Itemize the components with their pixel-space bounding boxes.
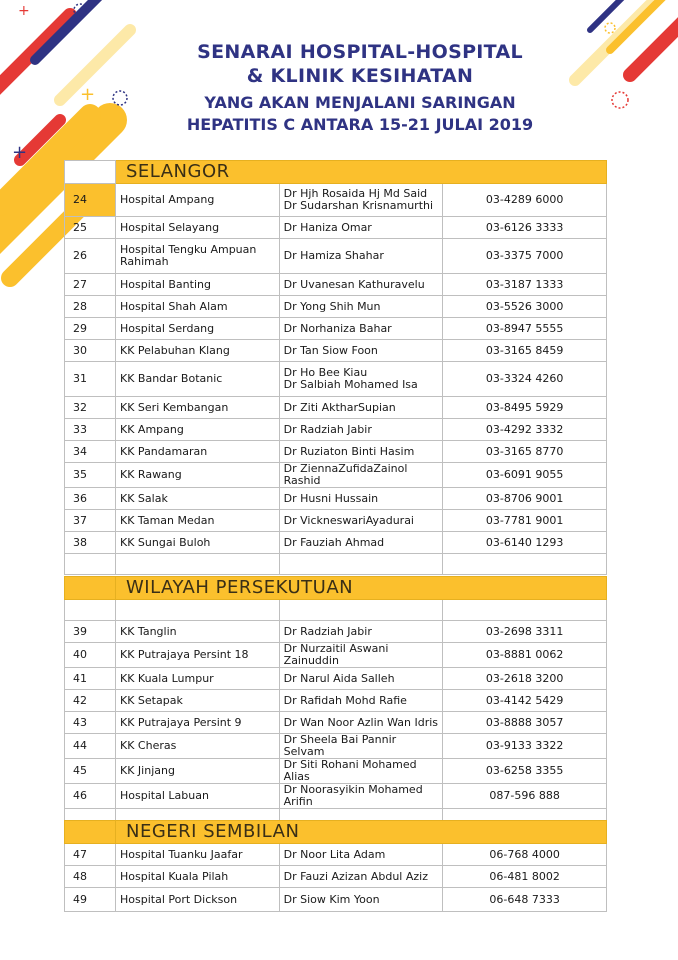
row-number: 29 bbox=[65, 318, 116, 340]
phone-number: 03-4142 5429 bbox=[443, 690, 607, 712]
section-header-wilayah-persekutuan bbox=[65, 577, 607, 600]
table-row bbox=[65, 463, 607, 488]
svg-text:+: + bbox=[12, 142, 28, 163]
row-number: 35 bbox=[65, 463, 116, 488]
phone-number: 03-3324 4260 bbox=[443, 362, 607, 397]
table-row bbox=[65, 362, 607, 397]
row-number: 33 bbox=[65, 419, 116, 441]
facility-name: Hospital Ampang bbox=[116, 184, 280, 217]
doctor-name: Dr ZiennaZufidaZainol Rashid bbox=[279, 463, 443, 488]
row-number: 27 bbox=[65, 274, 116, 296]
facility-name: Hospital Labuan bbox=[116, 784, 280, 809]
facility-name-line: Hospital Tengku Ampuan bbox=[120, 243, 257, 256]
doctor-name: Dr Ruziaton Binti Hasim bbox=[279, 441, 443, 463]
table-row bbox=[65, 888, 607, 912]
doctor-name: Dr Haniza Omar bbox=[279, 217, 443, 239]
title-line-1: SENARAI HOSPITAL-HOSPITAL bbox=[197, 41, 523, 63]
phone-number: 03-7781 9001 bbox=[443, 510, 607, 532]
doctor-names bbox=[279, 184, 443, 217]
facility-name: Hospital Kuala Pilah bbox=[116, 866, 280, 888]
table-row bbox=[65, 784, 607, 809]
row-number: 44 bbox=[65, 734, 116, 759]
phone-number: 06-768 4000 bbox=[443, 844, 607, 866]
phone-number: 03-4289 6000 bbox=[443, 184, 607, 217]
row-number: 24 bbox=[65, 184, 116, 217]
row-number: 26 bbox=[65, 239, 116, 274]
facility-name-line: Rahimah bbox=[120, 255, 169, 268]
row-number: 31 bbox=[65, 362, 116, 397]
phone-number: 03-6126 3333 bbox=[443, 217, 607, 239]
table-row bbox=[65, 668, 607, 690]
facility-name: KK Taman Medan bbox=[116, 510, 280, 532]
row-number: 47 bbox=[65, 844, 116, 866]
facility-name: KK Ampang bbox=[116, 419, 280, 441]
phone-number: 03-6091 9055 bbox=[443, 463, 607, 488]
phone-number: 03-8495 5929 bbox=[443, 397, 607, 419]
doctor-name: Dr Uvanesan Kathuravelu bbox=[279, 274, 443, 296]
facility-name: Hospital Tuanku Jaafar bbox=[116, 844, 280, 866]
facility-name: KK Pelabuhan Klang bbox=[116, 340, 280, 362]
doctor-name: Dr Rafidah Mohd Rafie bbox=[279, 690, 443, 712]
table-row bbox=[65, 510, 607, 532]
table-row bbox=[65, 184, 607, 217]
table-row bbox=[65, 239, 607, 274]
phone-number: 03-3165 8770 bbox=[443, 441, 607, 463]
facility-name: KK Jinjang bbox=[116, 759, 280, 784]
facility-name bbox=[116, 239, 280, 274]
doctor-name: Dr Narul Aida Salleh bbox=[279, 668, 443, 690]
row-number: 30 bbox=[65, 340, 116, 362]
row-number: 32 bbox=[65, 397, 116, 419]
row-number: 48 bbox=[65, 866, 116, 888]
phone-number: 03-3187 1333 bbox=[443, 274, 607, 296]
facility-name: KK Seri Kembangan bbox=[116, 397, 280, 419]
doctor-name: Dr Noor Lita Adam bbox=[279, 844, 443, 866]
row-number: 43 bbox=[65, 712, 116, 734]
facility-name: KK Rawang bbox=[116, 463, 280, 488]
facility-name: KK Kuala Lumpur bbox=[116, 668, 280, 690]
facility-name: KK Putrajaya Persint 18 bbox=[116, 643, 280, 668]
table-row bbox=[65, 866, 607, 888]
phone-number: 03-8947 5555 bbox=[443, 318, 607, 340]
facility-name: Hospital Shah Alam bbox=[116, 296, 280, 318]
phone-number: 03-8881 0062 bbox=[443, 643, 607, 668]
doctor-names bbox=[279, 362, 443, 397]
doctor-name: Dr Husni Hussain bbox=[279, 488, 443, 510]
row-number: 37 bbox=[65, 510, 116, 532]
facility-name: KK Sungai Buloh bbox=[116, 532, 280, 554]
phone-number: 03-8888 3057 bbox=[443, 712, 607, 734]
table-row bbox=[65, 340, 607, 362]
phone-number: 03-2698 3311 bbox=[443, 621, 607, 643]
row-number: 41 bbox=[65, 668, 116, 690]
phone-number: 087-596 888 bbox=[443, 784, 607, 809]
table-row bbox=[65, 296, 607, 318]
doctor-name: Dr Hjh Rosaida Hj Md Said bbox=[283, 187, 428, 200]
phone-number: 03-4292 3332 bbox=[443, 419, 607, 441]
title-line-3: YANG AKAN MENJALANI SARINGAN bbox=[204, 93, 516, 112]
phone-number: 03-3375 7000 bbox=[443, 239, 607, 274]
phone-number: 03-6258 3355 bbox=[443, 759, 607, 784]
doctor-name: Dr Sudarshan Krisnamurthi bbox=[283, 199, 434, 212]
svg-text:+: + bbox=[18, 3, 30, 19]
doctor-name: Dr Wan Noor Azlin Wan Idris bbox=[279, 712, 443, 734]
doctor-name: Dr Salbiah Mohamed Isa bbox=[283, 378, 418, 391]
svg-text:+: + bbox=[80, 84, 96, 105]
table-row bbox=[65, 712, 607, 734]
row-number: 46 bbox=[65, 784, 116, 809]
facility-name: Hospital Banting bbox=[116, 274, 280, 296]
facility-name: KK Putrajaya Persint 9 bbox=[116, 712, 280, 734]
phone-number: 03-5526 3000 bbox=[443, 296, 607, 318]
table-row bbox=[65, 419, 607, 441]
table-selangor bbox=[64, 160, 607, 575]
doctor-name: Dr Yong Shih Mun bbox=[279, 296, 443, 318]
doctor-name: Dr Fauziah Ahmad bbox=[279, 532, 443, 554]
blank-row bbox=[65, 554, 607, 575]
doctor-name: Dr VickneswariAyadurai bbox=[279, 510, 443, 532]
phone-number: 03-3165 8459 bbox=[443, 340, 607, 362]
table-row bbox=[65, 759, 607, 784]
facility-name: KK Pandamaran bbox=[116, 441, 280, 463]
row-number: 28 bbox=[65, 296, 116, 318]
facility-name: KK Bandar Botanic bbox=[116, 362, 280, 397]
section-title: SELANGOR bbox=[116, 161, 607, 184]
table-negeri-sembilan bbox=[64, 820, 607, 912]
table-row bbox=[65, 643, 607, 668]
table-row bbox=[65, 690, 607, 712]
table-row bbox=[65, 488, 607, 510]
doctor-name: Dr Norhaniza Bahar bbox=[279, 318, 443, 340]
facility-name: Hospital Port Dickson bbox=[116, 888, 280, 912]
phone-number: 06-481 8002 bbox=[443, 866, 607, 888]
phone-number: 03-2618 3200 bbox=[443, 668, 607, 690]
title-line-2: & KLINIK KESIHATAN bbox=[246, 65, 474, 87]
phone-number: 06-648 7333 bbox=[443, 888, 607, 912]
doctor-name: Dr Radziah Jabir bbox=[279, 419, 443, 441]
doctor-name: Dr Noorasyikin Mohamed Arifin bbox=[279, 784, 443, 809]
doctor-name: Dr Sheela Bai Pannir Selvam bbox=[279, 734, 443, 759]
table-row bbox=[65, 217, 607, 239]
row-number: 25 bbox=[65, 217, 116, 239]
row-number: 36 bbox=[65, 488, 116, 510]
facility-name: KK Cheras bbox=[116, 734, 280, 759]
row-number: 45 bbox=[65, 759, 116, 784]
row-number: 42 bbox=[65, 690, 116, 712]
table-row bbox=[65, 441, 607, 463]
phone-number: 03-8706 9001 bbox=[443, 488, 607, 510]
title-line-4: HEPATITIS C ANTARA 15-21 JULAI 2019 bbox=[186, 115, 534, 134]
table-row bbox=[65, 318, 607, 340]
section-title: NEGERI SEMBILAN bbox=[116, 821, 607, 844]
row-number: 39 bbox=[65, 621, 116, 643]
table-row bbox=[65, 734, 607, 759]
doctor-name: Dr Radziah Jabir bbox=[279, 621, 443, 643]
doctor-name: Dr Siti Rohani Mohamed Alias bbox=[279, 759, 443, 784]
doctor-name: Dr Tan Siow Foon bbox=[279, 340, 443, 362]
table-row bbox=[65, 844, 607, 866]
table-row bbox=[65, 621, 607, 643]
facility-name: KK Salak bbox=[116, 488, 280, 510]
section-header-negeri-sembilan bbox=[65, 821, 607, 844]
section-title: WILAYAH PERSEKUTUAN bbox=[116, 577, 607, 600]
blank-row bbox=[65, 600, 607, 621]
doctor-name: Dr Ho Bee Kiau bbox=[283, 366, 368, 379]
doctor-name: Dr Siow Kim Yoon bbox=[279, 888, 443, 912]
table-wilayah-persekutuan bbox=[64, 576, 607, 830]
phone-number: 03-6140 1293 bbox=[443, 532, 607, 554]
doctor-name: Dr Ziti AktharSupian bbox=[279, 397, 443, 419]
doctor-name: Dr Hamiza Shahar bbox=[279, 239, 443, 274]
table-row bbox=[65, 397, 607, 419]
row-number: 38 bbox=[65, 532, 116, 554]
facility-name: Hospital Serdang bbox=[116, 318, 280, 340]
row-number: 40 bbox=[65, 643, 116, 668]
row-number: 34 bbox=[65, 441, 116, 463]
row-number: 49 bbox=[65, 888, 116, 912]
phone-number: 03-9133 3322 bbox=[443, 734, 607, 759]
facility-name: Hospital Selayang bbox=[116, 217, 280, 239]
facility-name: KK Setapak bbox=[116, 690, 280, 712]
section-header-selangor bbox=[65, 161, 607, 184]
table-row bbox=[65, 532, 607, 554]
table-row bbox=[65, 274, 607, 296]
doctor-name: Dr Nurzaitil Aswani Zainuddin bbox=[279, 643, 443, 668]
facility-name: KK Tanglin bbox=[116, 621, 280, 643]
doctor-name: Dr Fauzi Azizan Abdul Aziz bbox=[279, 866, 443, 888]
